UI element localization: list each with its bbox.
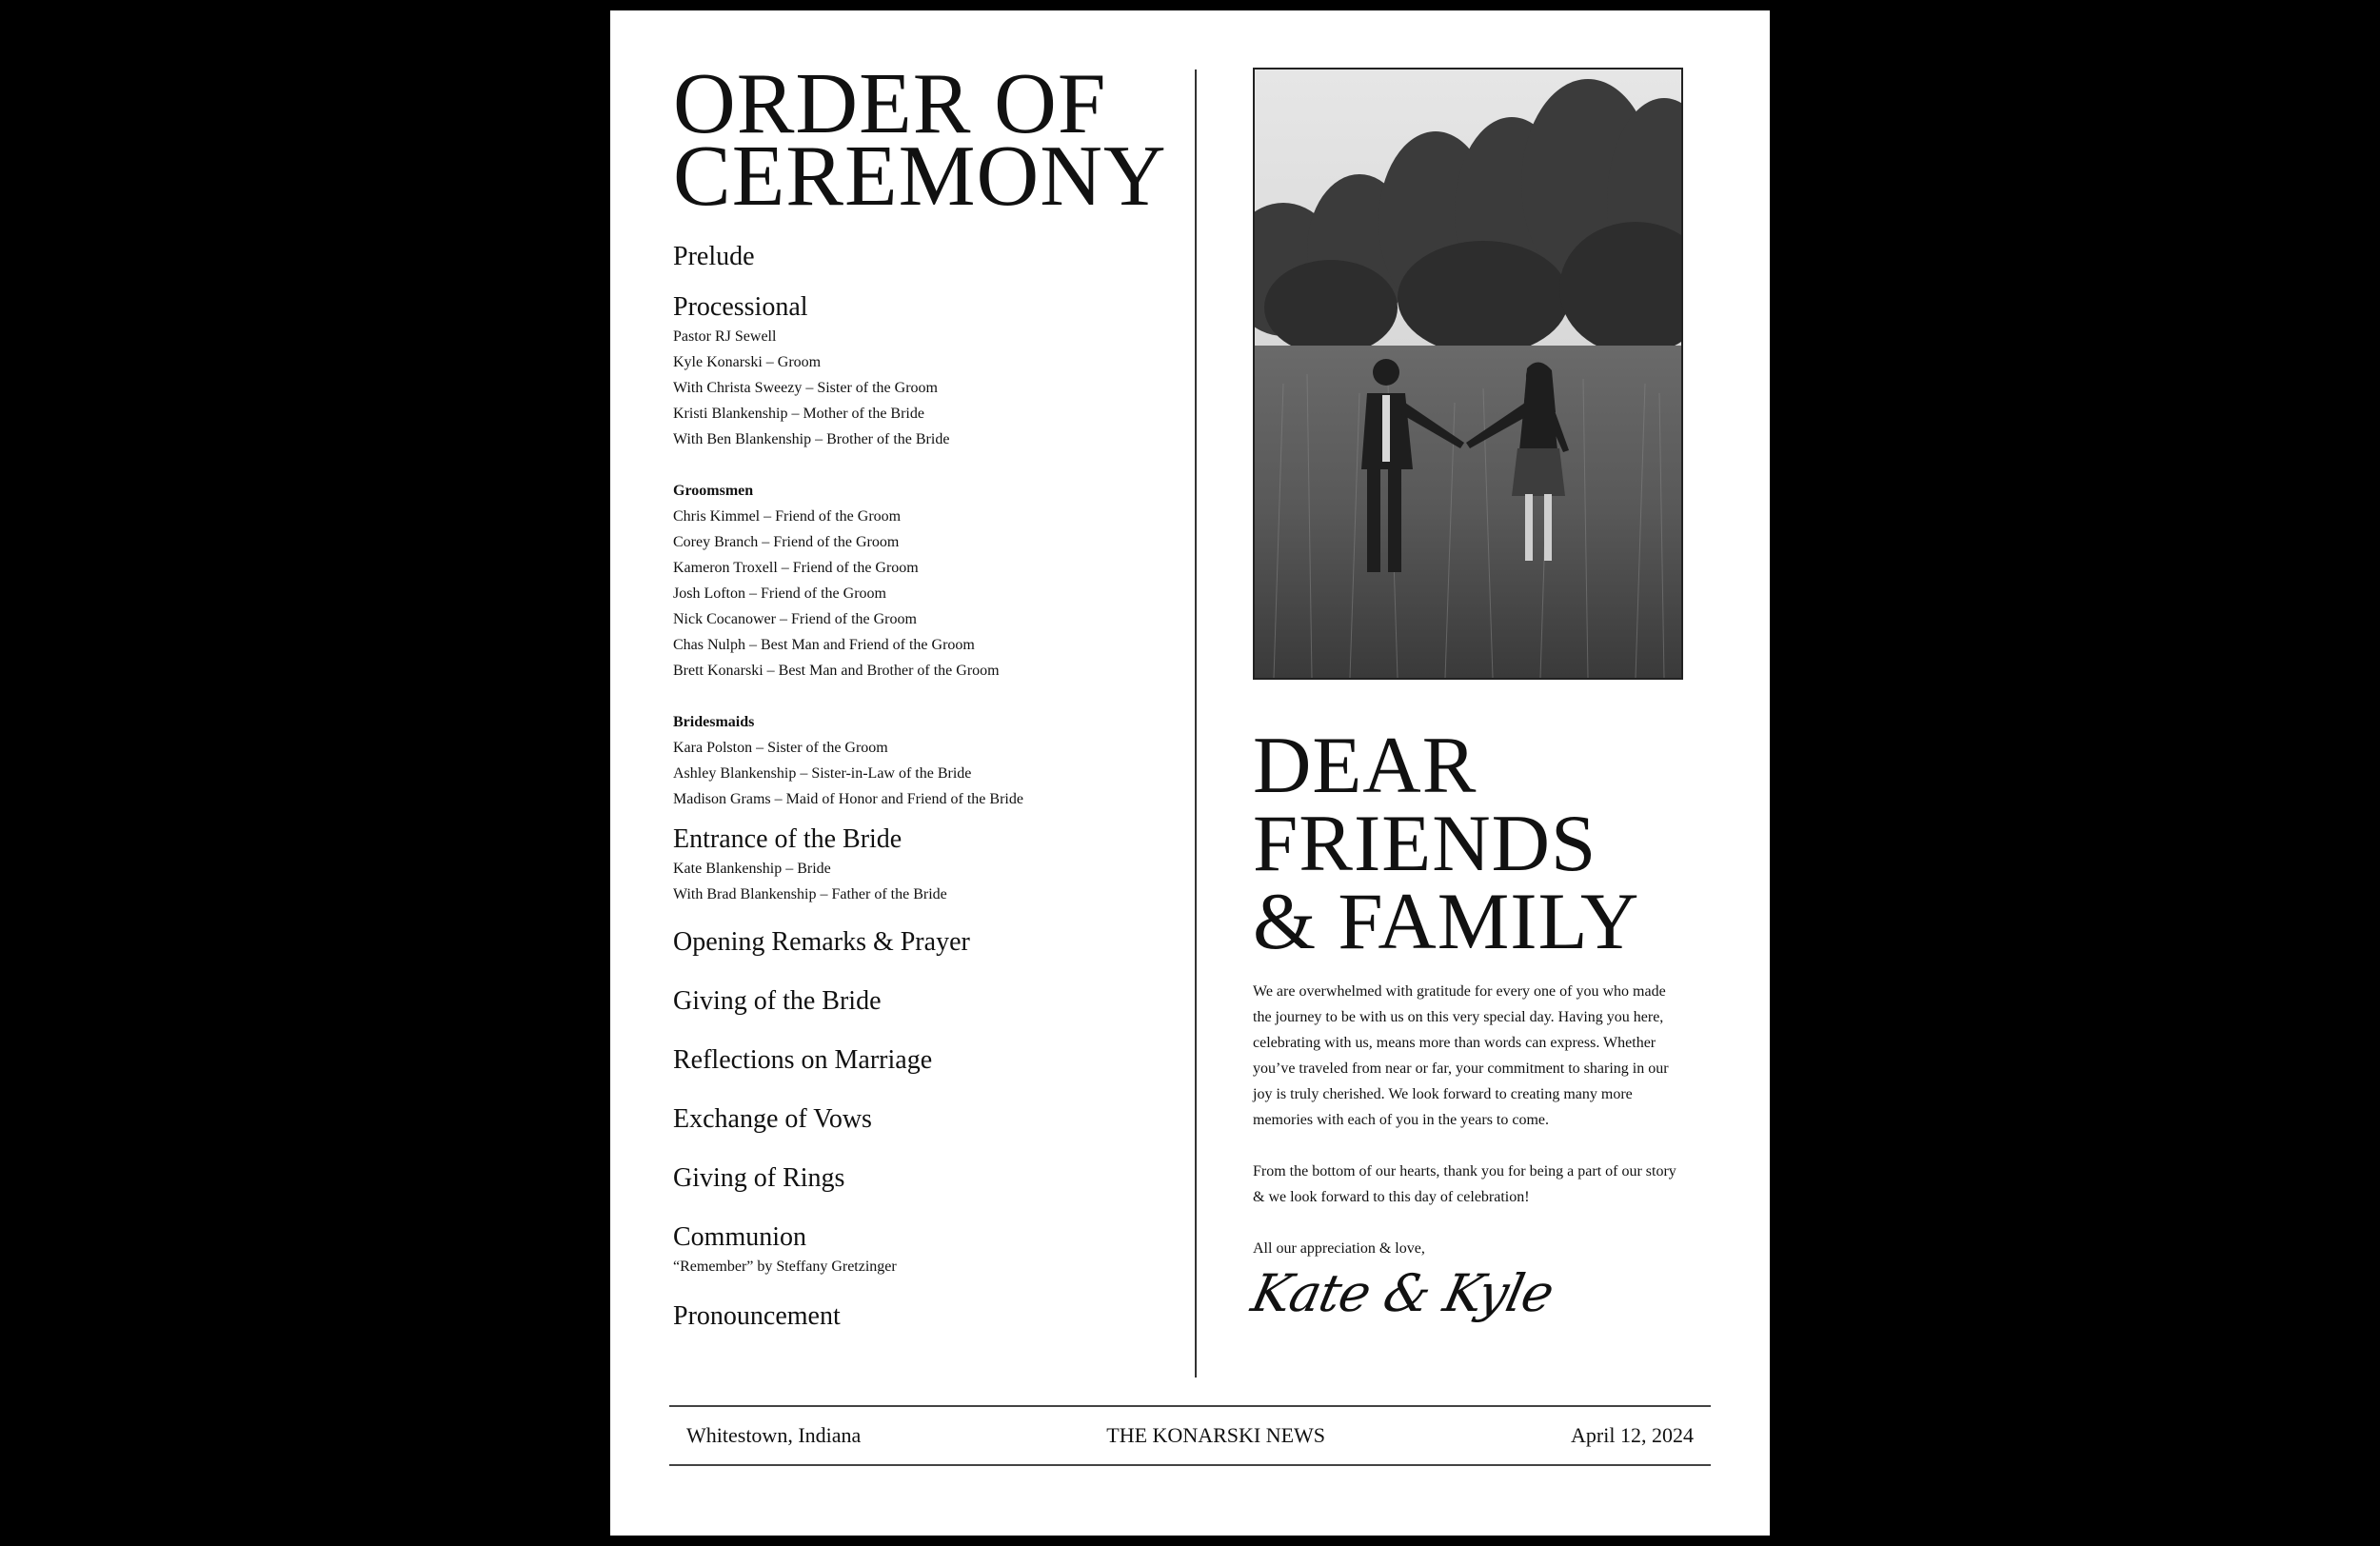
footer-masthead: THE KONARSKI NEWS bbox=[1106, 1423, 1326, 1447]
footer-date: April 12, 2024 bbox=[1571, 1423, 1694, 1447]
signature: Kate & Kyle bbox=[1246, 1263, 1559, 1323]
gratitude-paragraph: We are overwhelmed with gratitude for every one of you who made the journey to be with us on this very special day. Having you here, celebrating with us, means more than words can express. Whether you’ve traveled from near or far, your commitment to sharing in our joy is truly cherished. We look forward to creating many more memories with each of you in the years to come. bbox=[1253, 983, 1669, 1128]
bridesmaids-list bbox=[673, 735, 1168, 812]
title-line-1: DEAR bbox=[1253, 721, 1478, 810]
section-reflections: Reflections on Marriage bbox=[673, 1045, 933, 1075]
section-processional: Processional bbox=[673, 292, 808, 322]
title-line-2: CEREMONY bbox=[673, 128, 1167, 224]
list-item: With Brad Blankenship – Father of the Bride bbox=[673, 886, 947, 902]
list-item: Chas Nulph – Best Man and Friend of the Groom bbox=[673, 637, 975, 653]
communion-note: “Remember” by Steffany Gretzinger bbox=[673, 1259, 897, 1275]
section-entrance-of-the-bride: Entrance of the Bride bbox=[673, 824, 902, 854]
list-item: Brett Konarski – Best Man and Brother of the Groom bbox=[673, 663, 1000, 679]
list-item: Ashley Blankenship – Sister-in-Law of the Bride bbox=[673, 765, 972, 782]
entrance-list bbox=[673, 856, 1168, 907]
list-item: Kara Polston – Sister of the Groom bbox=[673, 740, 888, 756]
list-item: Kameron Troxell – Friend of the Groom bbox=[673, 560, 919, 576]
list-item: With Christa Sweezy – Sister of the Groom bbox=[673, 380, 938, 396]
newspaper-footer bbox=[669, 1405, 1711, 1466]
dear-friends-column bbox=[1246, 721, 1681, 1323]
list-item: Kristi Blankenship – Mother of the Bride bbox=[673, 406, 924, 422]
list-item: Nick Cocanower – Friend of the Groom bbox=[673, 611, 917, 627]
groomsmen-heading: Groomsmen bbox=[673, 483, 754, 499]
section-communion: Communion bbox=[673, 1222, 807, 1252]
order-of-ceremony-title bbox=[673, 55, 1168, 224]
section-pronouncement: Pronouncement bbox=[673, 1301, 841, 1331]
list-item: Madison Grams – Maid of Honor and Friend of the Bride bbox=[673, 791, 1023, 807]
title-line-1: ORDER OF bbox=[673, 55, 1107, 151]
title-line-3: & FAMILY bbox=[1253, 877, 1640, 966]
groomsmen-list bbox=[673, 504, 1168, 684]
closing-line: All our appreciation & love, bbox=[1253, 1240, 1425, 1257]
list-item: Corey Branch – Friend of the Groom bbox=[673, 534, 900, 550]
section-giving-of-rings: Giving of Rings bbox=[673, 1163, 845, 1193]
title-line-2: FRIENDS bbox=[1253, 799, 1597, 888]
list-item: Kyle Konarski – Groom bbox=[673, 354, 822, 370]
section-giving-of-the-bride: Giving of the Bride bbox=[673, 986, 882, 1016]
list-item: Pastor RJ Sewell bbox=[673, 328, 777, 345]
program-page bbox=[610, 10, 1770, 1536]
section-opening-remarks: Opening Remarks & Prayer bbox=[673, 927, 970, 957]
section-exchange-of-vows: Exchange of Vows bbox=[673, 1104, 872, 1134]
bridesmaids-heading: Bridesmaids bbox=[673, 714, 755, 730]
column-divider bbox=[1195, 69, 1197, 1378]
list-item: With Ben Blankenship – Brother of the Bride bbox=[673, 431, 950, 447]
footer-location: Whitestown, Indiana bbox=[686, 1423, 862, 1447]
processional-list bbox=[673, 324, 1168, 452]
thank-you-paragraph: From the bottom of our hearts, thank you for being a part of our story & we look forward to this day of celebration! bbox=[1253, 1163, 1676, 1205]
couple-photo bbox=[1253, 68, 1683, 680]
section-prelude: Prelude bbox=[673, 242, 755, 271]
dear-friends-title bbox=[1253, 721, 1681, 966]
order-of-ceremony-column bbox=[673, 55, 1168, 1333]
list-item: Chris Kimmel – Friend of the Groom bbox=[673, 508, 902, 525]
list-item: Kate Blankenship – Bride bbox=[673, 861, 831, 877]
list-item: Josh Lofton – Friend of the Groom bbox=[673, 585, 886, 602]
